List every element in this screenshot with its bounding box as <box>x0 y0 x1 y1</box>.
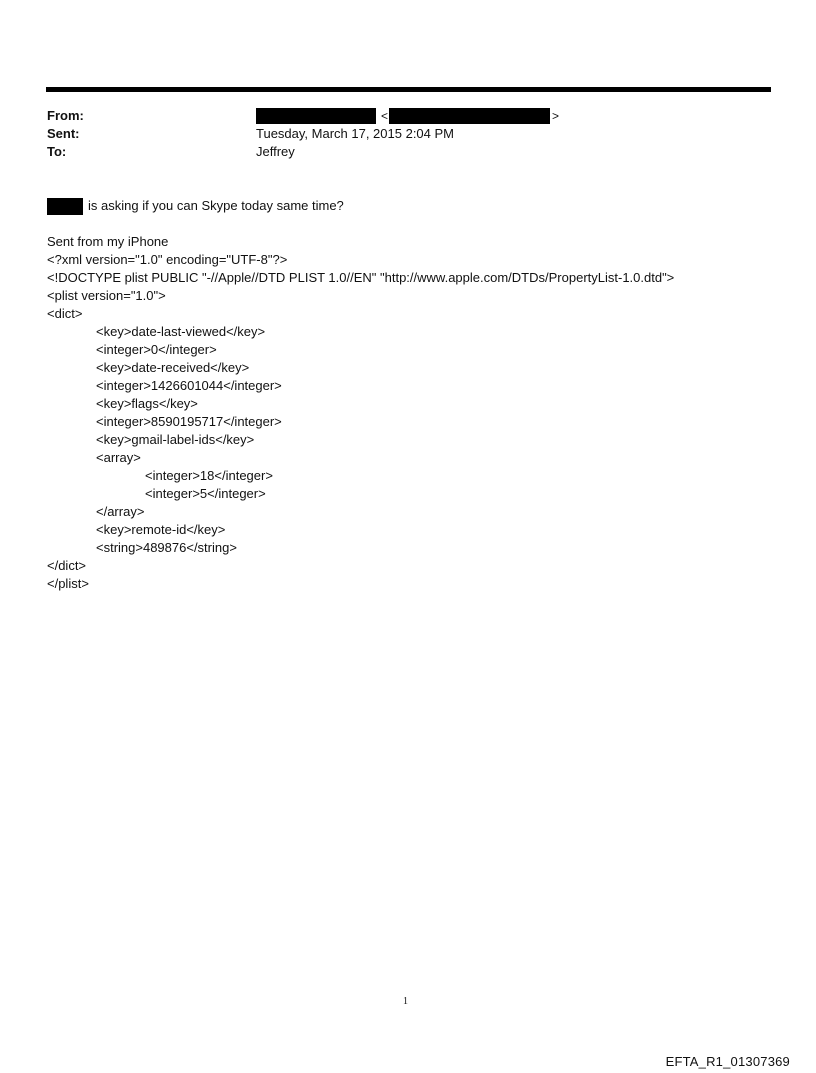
header-rule <box>46 87 771 92</box>
code-line: <string>489876</string> <box>96 540 237 555</box>
redacted-name <box>47 198 83 215</box>
message-text: is asking if you can Skype today same time? <box>88 198 344 213</box>
code-line: <key>date-last-viewed</key> <box>96 324 266 339</box>
code-line: <key>flags</key> <box>96 396 198 411</box>
from-open-angle: < <box>381 109 389 123</box>
plist-open: <plist version="1.0"> <box>47 288 166 303</box>
code-line: <key>gmail-label-ids</key> <box>96 432 255 447</box>
code-line: <key>remote-id</key> <box>96 522 226 537</box>
code-line: <integer>8590195717</integer> <box>96 414 282 429</box>
redacted-sender-email <box>389 108 550 124</box>
code-line: <key>date-received</key> <box>96 360 250 375</box>
plist-close: </plist> <box>47 576 89 591</box>
code-line: <integer>18</integer> <box>145 468 273 483</box>
code-line: <integer>1426601044</integer> <box>96 378 282 393</box>
document-id: EFTA_R1_01307369 <box>665 1054 790 1069</box>
page-number: 1 <box>403 996 408 1007</box>
signature-line: Sent from my iPhone <box>47 234 169 249</box>
from-close-angle: > <box>552 109 560 123</box>
sent-value: Tuesday, March 17, 2015 2:04 PM <box>256 126 454 141</box>
to-value: Jeffrey <box>256 144 295 159</box>
doctype-line: <!DOCTYPE plist PUBLIC "-//Apple//DTD PLIST 1.0//EN" "http://www.apple.com/DTDs/PropertyList-1.0.dtd"> <box>47 270 675 285</box>
dict-close: </dict> <box>47 558 87 573</box>
to-label: To: <box>47 144 67 159</box>
code-line: </array> <box>96 504 145 519</box>
dict-open: <dict> <box>47 306 83 321</box>
code-line: <integer>0</integer> <box>96 342 217 357</box>
sent-label: Sent: <box>47 126 80 141</box>
from-label: From: <box>47 108 84 123</box>
code-line: <array> <box>96 450 141 465</box>
redacted-sender-name <box>256 108 376 124</box>
xml-declaration: <?xml version="1.0" encoding="UTF-8"?> <box>47 252 288 267</box>
code-line: <integer>5</integer> <box>145 486 266 501</box>
